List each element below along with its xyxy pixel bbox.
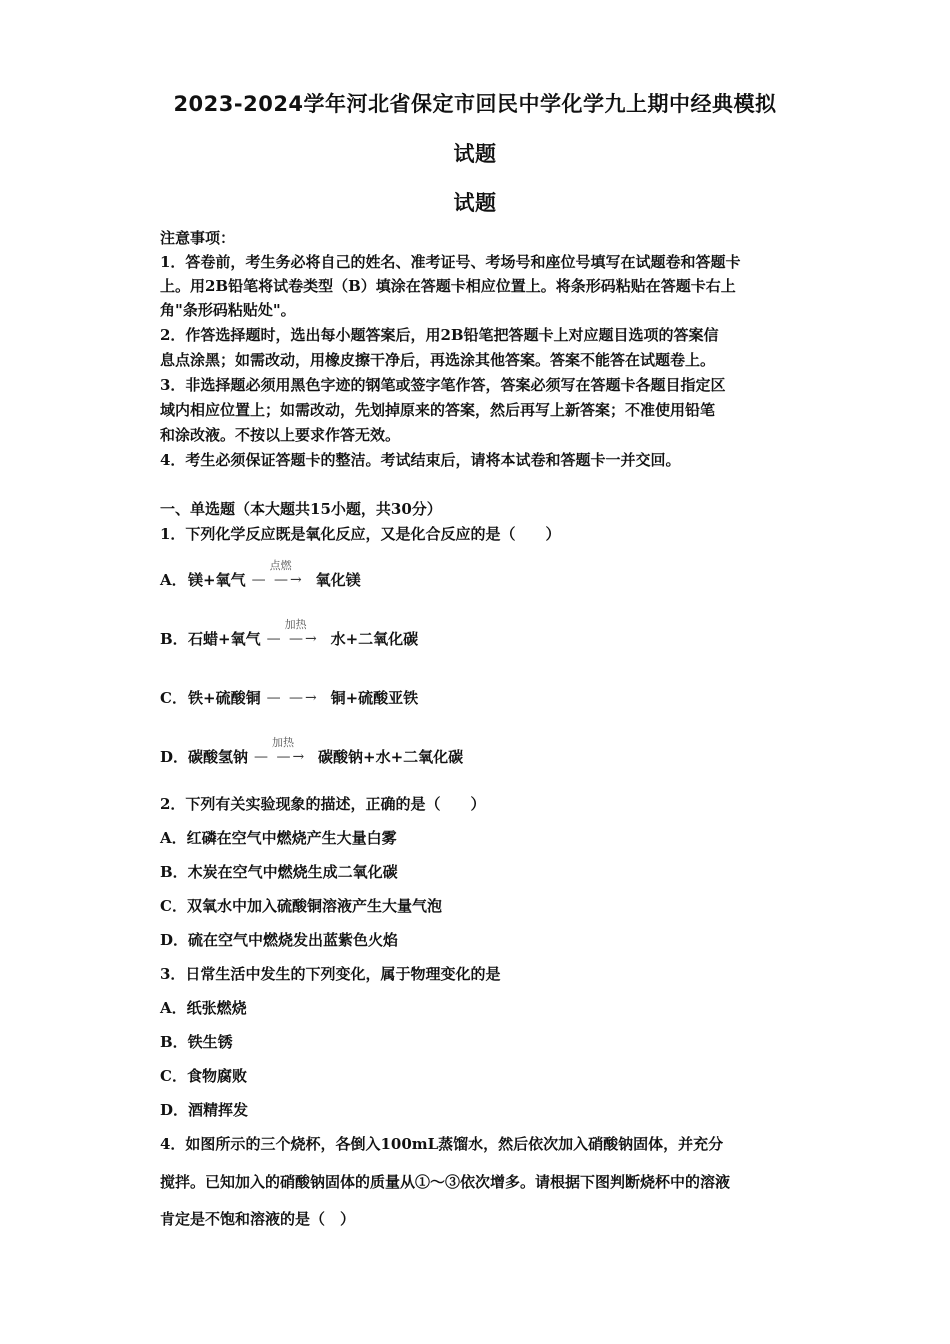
question-2-option-d: D．硫在空气中燃烧发出蓝紫色火焰 <box>160 931 399 949</box>
notice-heading: 注意事项： <box>160 229 236 247</box>
reaction-arrow <box>267 686 325 710</box>
question-3-stem: 3．日常生活中发生的下列变化，属于物理变化的是 <box>160 965 501 983</box>
reactants: 铁+硫酸铜 <box>188 689 261 707</box>
question-1-stem: 1．下列化学反应既是氧化反应，又是化合反应的是（ ） <box>160 525 561 543</box>
reaction-arrow <box>254 736 312 769</box>
reaction-condition: 加热 <box>284 618 307 631</box>
question-1-option-a <box>160 559 361 592</box>
option-label: B． <box>160 630 188 648</box>
notice-line: 1．答卷前，考生务必将自己的姓名、准考证号、考场号和座位号填写在试题卷和答题卡 <box>160 253 741 271</box>
question-1-option-c <box>160 686 418 710</box>
notice-line: 上。用2B铅笔将试卷类型（B）填涂在答题卡相应位置上。将条形码粘贴在答题卡右上 <box>160 277 736 295</box>
question-3-option-b: B．铁生锈 <box>160 1033 233 1051</box>
reactants: 石蜡+氧气 <box>188 630 261 648</box>
notice-line: 息点涂黑；如需改动，用橡皮擦干净后，再选涂其他答案。答案不能答在试题卷上。 <box>160 351 716 369</box>
document-title: 2023-2024学年河北省保定市回民中学化学九上期中经典模拟 <box>173 92 777 116</box>
products: 碳酸钠+水+二氧化碳 <box>318 748 464 766</box>
reaction-arrow <box>251 559 310 592</box>
option-label: D． <box>160 748 189 766</box>
notice-line: 角"条形码粘贴处"。 <box>160 301 296 319</box>
arrow-icon: — —→ <box>254 749 307 765</box>
notice-line: 域内相应位置上；如需改动，先划掉原来的答案，然后再写上新答案；不准使用铅笔 <box>160 401 716 419</box>
arrow-icon: — —→ <box>251 572 304 588</box>
question-4-stem-line2: 搅拌。已知加入的硝酸钠固体的质量从①～③依次增多。请根据下图判断烧杯中的溶液 <box>160 1173 731 1191</box>
arrow-icon: — —→ <box>266 631 319 647</box>
notice-line: 2．作答选择题时，选出每小题答案后，用2B铅笔把答题卡上对应题目选项的答案信 <box>160 326 719 344</box>
reaction-condition: 加热 <box>272 736 295 749</box>
question-2-stem: 2．下列有关实验现象的描述，正确的是（ ） <box>160 795 486 813</box>
section-heading: 一、单选题（本大题共15小题，共30分） <box>160 500 442 518</box>
products: 铜+硫酸亚铁 <box>330 689 419 707</box>
notice-line: 4．考生必须保证答题卡的整洁。考试结束后，请将本试卷和答题卡一并交回。 <box>160 451 681 469</box>
question-1-option-b <box>160 618 419 651</box>
notice-line: 3．非选择题必须用黑色字迹的钢笔或签字笔作答，答案必须写在答题卡各题目指定区 <box>160 376 726 394</box>
reaction-condition: 点燃 <box>269 559 292 572</box>
document-subtitle: 试题 <box>453 191 497 215</box>
question-3-option-d: D．酒精挥发 <box>160 1101 249 1119</box>
question-2-option-c: C．双氧水中加入硫酸铜溶液产生大量气泡 <box>160 897 442 915</box>
reactants: 镁+氧气 <box>188 571 246 589</box>
question-2-option-a: A．红磷在空气中燃烧产生大量白雾 <box>160 829 397 847</box>
reaction-arrow <box>266 618 325 651</box>
question-4-stem: 4．如图所示的三个烧杯，各倒入100mL蒸馏水，然后依次加入硝酸钠固体，并充分 <box>160 1135 724 1153</box>
notice-line: 和涂改液。不按以上要求作答无效。 <box>160 426 401 444</box>
reactants: 碳酸氢钠 <box>188 748 249 766</box>
question-2-option-b: B．木炭在空气中燃烧生成二氧化碳 <box>160 863 398 881</box>
products: 水+二氧化碳 <box>330 630 419 648</box>
arrow-icon: — —→ <box>266 690 319 706</box>
question-3-option-a: A．纸张燃烧 <box>160 999 247 1017</box>
document-title-line2: 试题 <box>453 142 497 166</box>
question-1-option-d <box>160 736 464 769</box>
question-4-stem-line3: 肯定是不饱和溶液的是（ ） <box>160 1210 356 1228</box>
option-label: A． <box>160 571 187 589</box>
option-label: C． <box>160 689 187 707</box>
question-3-option-c: C．食物腐败 <box>160 1067 247 1085</box>
products: 氧化镁 <box>315 571 361 589</box>
